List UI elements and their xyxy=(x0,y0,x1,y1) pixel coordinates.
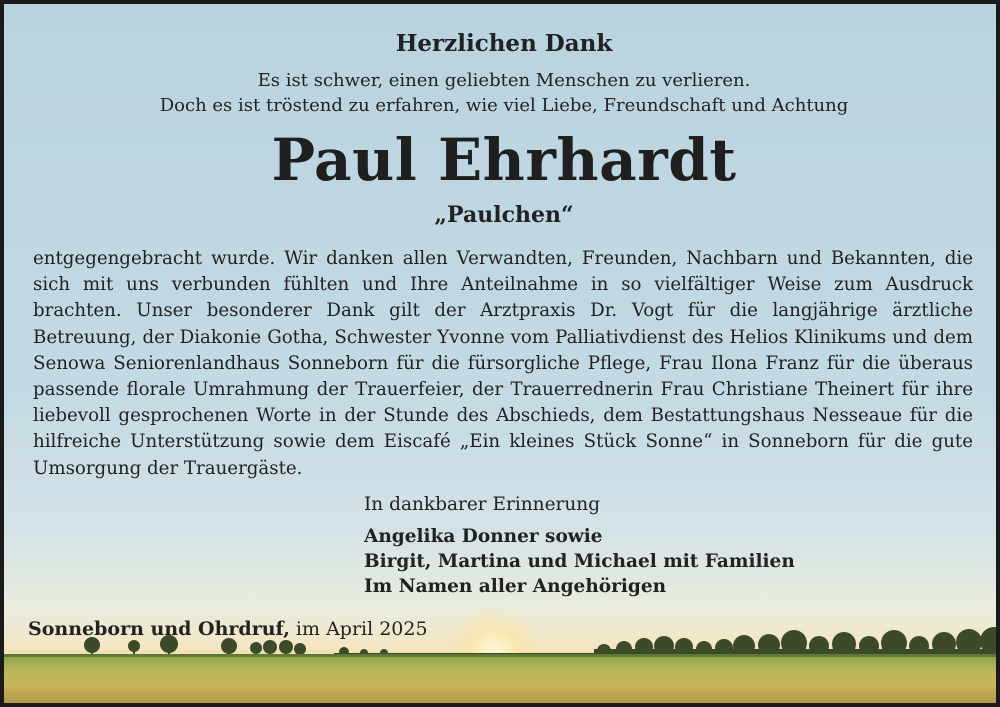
intro-line: Doch es ist tröstend zu erfahren, wie viel Liebe, Freundschaft und Achtung xyxy=(159,95,849,116)
wheat-field xyxy=(4,657,996,703)
intro-line: Es ist schwer, einen geliebten Menschen zu verlieren. xyxy=(257,70,751,91)
place-date xyxy=(28,618,428,640)
intro-text xyxy=(4,68,1000,118)
nickname: „Paulchen“ xyxy=(434,202,574,228)
place-date-text: im April 2025 xyxy=(289,618,428,640)
signature-line: Birgit, Martina und Michael mit Familien xyxy=(364,551,795,572)
signature-line: Im Namen aller Angehörigen xyxy=(364,576,667,597)
body-text: entgegengebracht wurde. Wir danken allen Verwandten, Freunden, Nachbarn und Bekannten, die sich mit uns verbunden fühlten und Ihre Anteilnahme in so vielfältiger Weise zum Ausdruck brachten. Unser besonderer Dank gilt der Arztpraxis Dr. Vogt für die langjährige ärztliche Betreuung, der Diakonie Gotha, Schwester Yvonne vom Palliativdienst des Helios Klinikums und dem Senowa Seniorenlandhaus Sonneborn für die fürsorgliche Pflege, Frau Ilona Franz für die überaus passende florale Umrahmung der Trauerfeier, der Trauerrednerin Frau Christiane Theinert für ihre liebevoll gesprochenen Worte in der Stunde des Abschieds, dem Bestattungshaus Nesseaue für die hilfreiche Unterstützung sowie dem Eiscafé „Ein kleines Stück Sonne“ in Sonneborn für die gute Umsorgung der Trauergäste. xyxy=(33,248,973,479)
place-location: Sonneborn und Ohrdruf, xyxy=(28,618,290,640)
signature-line: Angelika Donner sowie xyxy=(364,526,603,547)
heading: Herzlichen Dank xyxy=(395,30,613,57)
signature-intro: In dankbarer Erinnerung xyxy=(364,494,601,515)
deceased-name: Paul Ehrhardt xyxy=(271,126,737,194)
